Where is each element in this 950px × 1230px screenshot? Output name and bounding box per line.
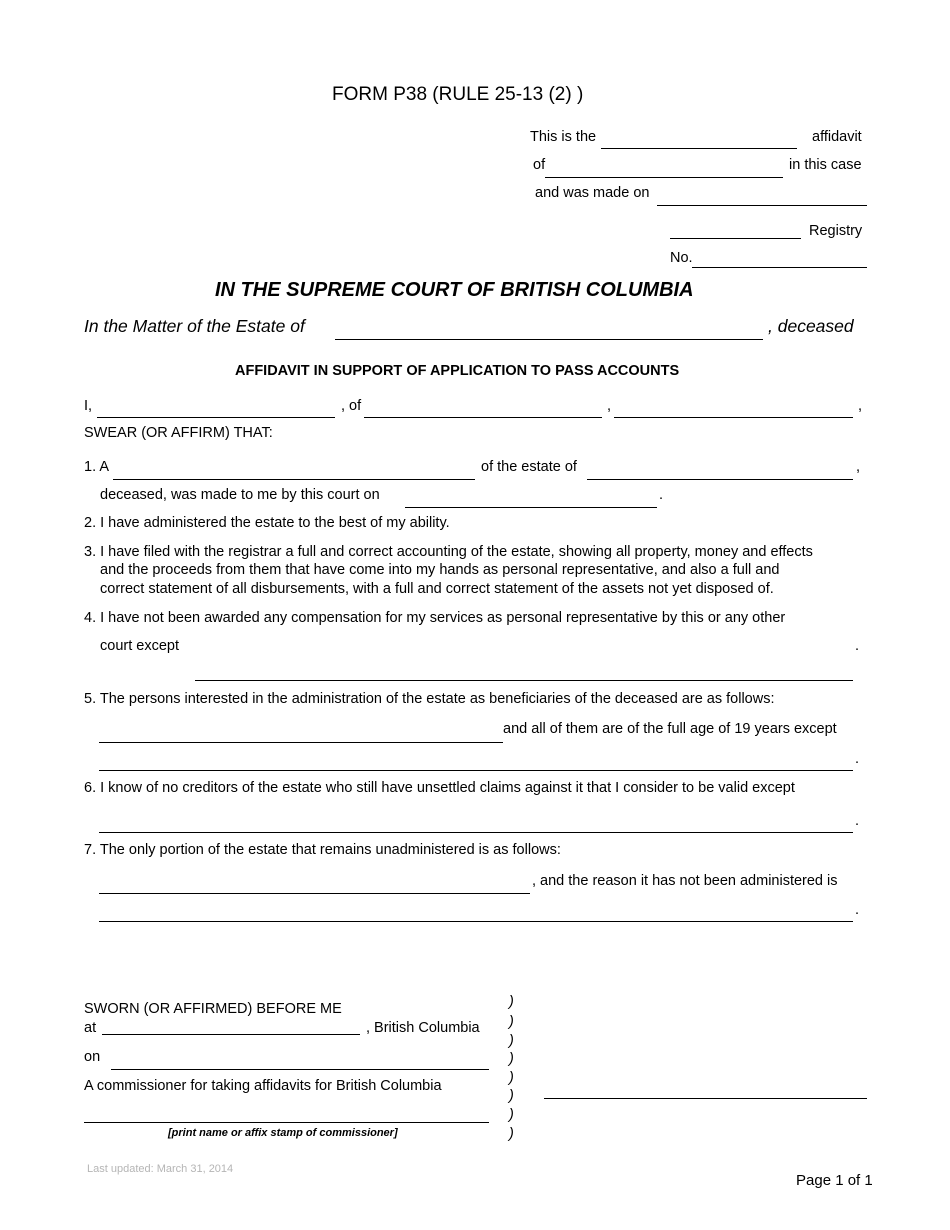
commissioner-stamp-field[interactable] bbox=[84, 1122, 489, 1123]
deceased-made-label: deceased, was made to me by this court on bbox=[100, 487, 380, 503]
commissioner-label: A commissioner for taking affidavits for British Columbia bbox=[84, 1078, 442, 1094]
paren: ) bbox=[509, 1033, 514, 1049]
deceased-label: , deceased bbox=[768, 316, 854, 336]
comma: , bbox=[858, 398, 863, 414]
in-this-case-label: in this case bbox=[789, 157, 862, 173]
item-5-line-2: and all of them are of the full age of 19 years except bbox=[503, 721, 837, 737]
british-columbia-label: , British Columbia bbox=[366, 1020, 480, 1036]
grant-date-field[interactable] bbox=[405, 507, 657, 508]
item-3-line-1: 3. I have filed with the registrar a full and correct accounting of the estate, showing all property, money and effects bbox=[84, 544, 813, 560]
paren: ) bbox=[509, 1126, 514, 1142]
affidavit-number-field[interactable] bbox=[601, 148, 797, 149]
form-title: FORM P38 (RULE 25-13 (2) ) bbox=[332, 84, 584, 105]
of-label: of bbox=[533, 157, 546, 173]
swear-label: SWEAR (OR AFFIRM) THAT: bbox=[84, 425, 273, 441]
deponent-signature-field[interactable] bbox=[544, 1098, 867, 1099]
of-address-label: , of bbox=[341, 398, 362, 414]
item-5-line-1: 5. The persons interested in the administration of the estate as beneficiaries of the deceased are as follows: bbox=[84, 691, 775, 707]
paren: ) bbox=[509, 1014, 514, 1030]
item-7-line-2: , and the reason it has not been administered is bbox=[532, 873, 838, 889]
deponent-full-name-field[interactable] bbox=[97, 417, 335, 418]
comma: , bbox=[856, 459, 861, 475]
last-updated: Last updated: March 31, 2014 bbox=[87, 1163, 234, 1175]
court-title: IN THE SUPREME COURT OF BRITISH COLUMBIA bbox=[215, 279, 694, 301]
item-4-line-2: court except bbox=[100, 638, 179, 654]
sworn-date-field[interactable] bbox=[111, 1069, 489, 1070]
estate-name-field[interactable] bbox=[587, 479, 853, 480]
on-label: on bbox=[84, 1049, 101, 1065]
sworn-location-field[interactable] bbox=[102, 1034, 360, 1035]
estate-of-label: In the Matter of the Estate of bbox=[84, 316, 305, 336]
registry-label: Registry bbox=[809, 223, 863, 239]
deponent-name-field[interactable] bbox=[545, 177, 783, 178]
paren: ) bbox=[509, 994, 514, 1010]
item-3-line-3: correct statement of all disbursements, with a full and correct statement of the assets not yet disposed of. bbox=[100, 581, 774, 597]
item-4-line-1: 4. I have not been awarded any compensation for my services as personal representative by this or any other bbox=[84, 610, 786, 626]
paren: ) bbox=[509, 1088, 514, 1104]
sworn-label: SWORN (OR AFFIRMED) BEFORE ME bbox=[84, 1001, 342, 1017]
period: . bbox=[855, 813, 860, 829]
period: . bbox=[855, 638, 860, 654]
made-on-date-field[interactable] bbox=[657, 205, 867, 206]
deceased-name-field[interactable] bbox=[335, 339, 763, 340]
this-is-the-label: This is the bbox=[530, 129, 597, 145]
deponent-occupation-field[interactable] bbox=[614, 417, 853, 418]
unadministered-portion-field[interactable] bbox=[99, 893, 530, 894]
file-number-field[interactable] bbox=[692, 267, 867, 268]
affidavit-title: AFFIDAVIT IN SUPPORT OF APPLICATION TO PASS ACCOUNTS bbox=[235, 363, 680, 379]
affidavit-label: affidavit bbox=[812, 129, 862, 145]
period: . bbox=[855, 751, 860, 767]
item-2-text: 2. I have administered the estate to the best of my ability. bbox=[84, 515, 450, 531]
paren: ) bbox=[509, 1051, 514, 1067]
commissioner-stamp-caption: [print name or affix stamp of commissioner] bbox=[168, 1127, 398, 1139]
comma: , bbox=[607, 398, 612, 414]
item-6-line-1: 6. I know of no creditors of the estate who still have unsettled claims against it that I consider to be valid except bbox=[84, 780, 795, 796]
item-7-line-1: 7. The only portion of the estate that remains unadministered is as follows: bbox=[84, 842, 561, 858]
registry-field[interactable] bbox=[670, 238, 801, 239]
paren: ) bbox=[509, 1070, 514, 1086]
period: . bbox=[855, 902, 860, 918]
compensation-field[interactable] bbox=[195, 680, 853, 681]
item-1-label: 1. A bbox=[84, 459, 109, 475]
at-label: at bbox=[84, 1020, 97, 1036]
creditors-field[interactable] bbox=[99, 832, 853, 833]
deponent-address-field[interactable] bbox=[364, 417, 602, 418]
item-3-line-2: and the proceeds from them that have come into my hands as personal representative, and also a full and bbox=[100, 562, 780, 578]
period: . bbox=[659, 487, 664, 503]
grant-type-field[interactable] bbox=[113, 479, 475, 480]
minor-beneficiaries-field[interactable] bbox=[99, 770, 853, 771]
no-label: No. bbox=[670, 250, 693, 266]
reason-field[interactable] bbox=[99, 921, 853, 922]
estate-of-label: of the estate of bbox=[481, 459, 577, 475]
beneficiaries-field[interactable] bbox=[99, 742, 503, 743]
made-on-label: and was made on bbox=[535, 185, 650, 201]
page-number: Page 1 of 1 bbox=[796, 1172, 873, 1189]
i-label: I, bbox=[84, 398, 93, 414]
paren: ) bbox=[509, 1107, 514, 1123]
